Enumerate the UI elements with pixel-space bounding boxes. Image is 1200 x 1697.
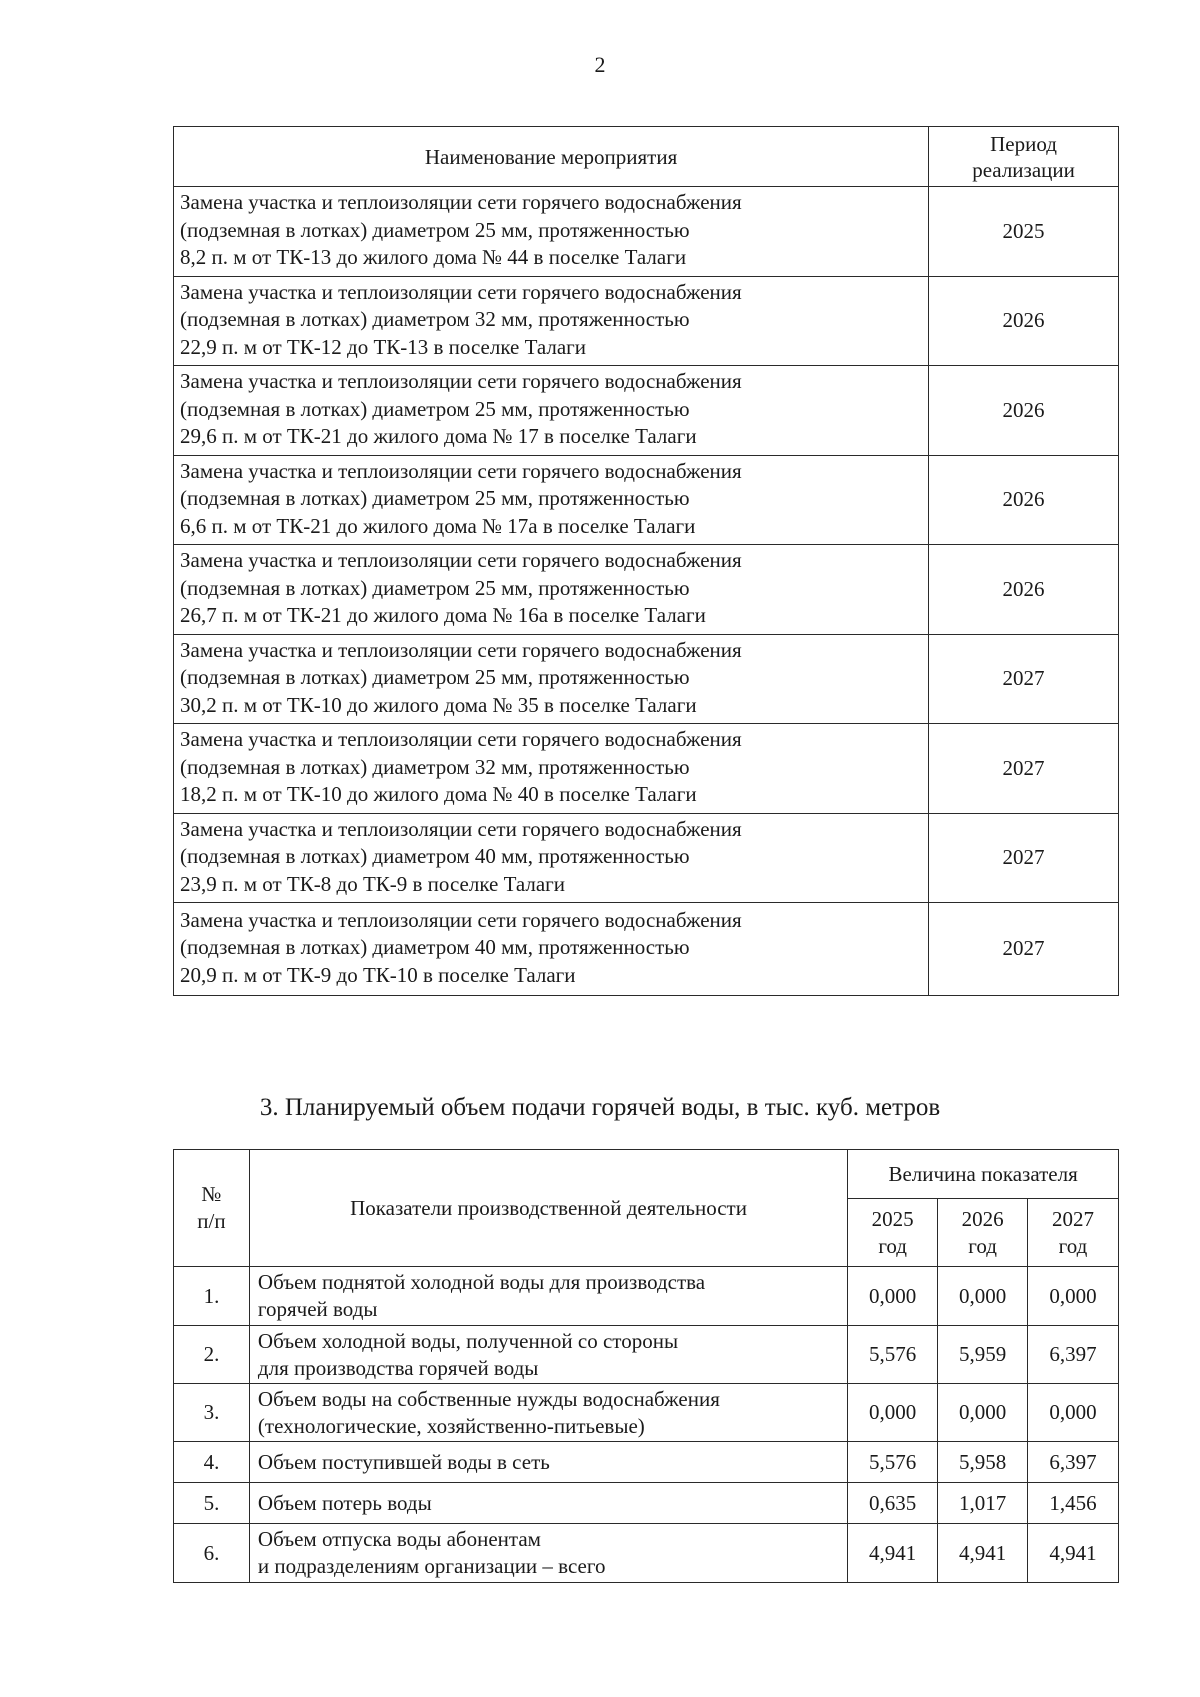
measures-header-row bbox=[174, 127, 1119, 187]
measure-row bbox=[174, 455, 1119, 545]
value-2025: 5,576 bbox=[848, 1442, 938, 1483]
row-number: 4. bbox=[174, 1442, 250, 1483]
value-2026: 5,958 bbox=[938, 1442, 1028, 1483]
measure-line: (подземная в лотках) диаметром 32 мм, протяженностью bbox=[180, 754, 690, 779]
indicator-name: Объем поступившей воды в сеть bbox=[249, 1442, 847, 1483]
indicator-name: Объем потерь воды bbox=[249, 1483, 847, 1524]
page-number: 2 bbox=[594, 52, 606, 77]
value-2025: 0,635 bbox=[848, 1483, 938, 1524]
measure-row bbox=[174, 187, 1119, 277]
measure-period: 2026 bbox=[929, 545, 1119, 635]
value-2027: 6,397 bbox=[1028, 1326, 1119, 1384]
year-label: 2027 bbox=[1052, 1206, 1095, 1231]
measure-line: Замена участка и теплоизоляции сети горячего водоснабжения bbox=[180, 458, 742, 483]
measure-row bbox=[174, 545, 1119, 635]
year-unit: год bbox=[1058, 1233, 1088, 1258]
row-number-header bbox=[174, 1150, 250, 1267]
value-2025: 0,000 bbox=[848, 1384, 938, 1442]
value-2027: 4,941 bbox=[1028, 1524, 1119, 1583]
indicator-name bbox=[249, 1524, 847, 1583]
value-2026: 5,959 bbox=[938, 1326, 1028, 1384]
indicator-line: горячей воды bbox=[257, 1297, 378, 1321]
indicator-line: Объем холодной воды, полученной со стороны bbox=[257, 1328, 679, 1353]
measure-period: 2027 bbox=[929, 813, 1119, 903]
row-number: 6. bbox=[174, 1524, 250, 1583]
measure-line: (подземная в лотках) диаметром 25 мм, протяженностью bbox=[180, 396, 690, 421]
value-2027: 6,397 bbox=[1028, 1442, 1119, 1483]
measure-name-header: Наименование мероприятия bbox=[174, 127, 929, 187]
measure-line: 23,9 п. м от ТК-8 до ТК-9 в поселке Талаги bbox=[180, 871, 566, 896]
indicator-name bbox=[249, 1326, 847, 1384]
measure-row bbox=[174, 634, 1119, 724]
year-unit: год bbox=[968, 1233, 997, 1258]
value-2027: 0,000 bbox=[1028, 1384, 1119, 1442]
indicator-line: и подразделениям организации – всего bbox=[257, 1554, 606, 1578]
period-header bbox=[929, 127, 1119, 187]
volume-header-row bbox=[174, 1150, 1119, 1199]
measure-row bbox=[174, 276, 1119, 366]
measure-line: Замена участка и теплоизоляции сети горячего водоснабжения bbox=[180, 907, 742, 932]
measure-period: 2026 bbox=[929, 455, 1119, 545]
row-number: 5. bbox=[174, 1483, 250, 1524]
measure-line: 6,6 п. м от ТК-21 до жилого дома № 17а в поселке Талаги bbox=[180, 513, 696, 538]
measure-line: 29,6 п. м от ТК-21 до жилого дома № 17 в поселке Талаги bbox=[180, 424, 697, 448]
measure-line: (подземная в лотках) диаметром 40 мм, протяженностью bbox=[180, 935, 690, 960]
measure-name bbox=[174, 724, 929, 814]
measure-line: (подземная в лотках) диаметром 32 мм, протяженностью bbox=[180, 307, 690, 331]
measure-line: (подземная в лотках) диаметром 25 мм, протяженностью bbox=[180, 665, 690, 689]
volume-row bbox=[174, 1524, 1119, 1583]
measure-period: 2026 bbox=[929, 276, 1119, 366]
measure-line: 20,9 п. м от ТК-9 до ТК-10 в поселке Талаги bbox=[180, 962, 576, 987]
measure-line: Замена участка и теплоизоляции сети горячего водоснабжения bbox=[180, 637, 742, 662]
year-label: 2026 bbox=[961, 1206, 1004, 1231]
measure-line: Замена участка и теплоизоляции сети горячего водоснабжения bbox=[180, 279, 742, 304]
indicator-line: Объем поднятой холодной воды для производства bbox=[257, 1270, 706, 1294]
row-number-header-line: п/п bbox=[197, 1209, 226, 1233]
volume-row bbox=[174, 1442, 1119, 1483]
measure-row bbox=[174, 724, 1119, 814]
measure-row bbox=[174, 903, 1119, 996]
period-header-line2: реализации bbox=[972, 157, 1075, 182]
measure-name bbox=[174, 455, 929, 545]
measures-table bbox=[173, 126, 1119, 996]
measure-line: 18,2 п. м от ТК-10 до жилого дома № 40 в поселке Талаги bbox=[180, 782, 697, 806]
measure-line: Замена участка и теплоизоляции сети горячего водоснабжения bbox=[180, 190, 742, 214]
value-2025: 5,576 bbox=[848, 1326, 938, 1384]
indicator-line: для производства горячей воды bbox=[257, 1355, 539, 1380]
year-label: 2025 bbox=[871, 1206, 914, 1231]
year-header bbox=[938, 1199, 1028, 1267]
measure-name bbox=[174, 903, 929, 996]
volume-row bbox=[174, 1326, 1119, 1384]
measure-line: Замена участка и теплоизоляции сети горячего водоснабжения bbox=[180, 727, 742, 751]
row-number: 3. bbox=[174, 1384, 250, 1442]
row-number: 2. bbox=[174, 1326, 250, 1384]
measure-line: 26,7 п. м от ТК-21 до жилого дома № 16а в поселке Талаги bbox=[180, 603, 706, 627]
indicator-name bbox=[249, 1267, 847, 1326]
measure-name bbox=[174, 545, 929, 635]
indicator-line: Объем воды на собственные нужды водоснабжения bbox=[257, 1386, 720, 1411]
volume-row bbox=[174, 1483, 1119, 1524]
measure-line: Замена участка и теплоизоляции сети горячего водоснабжения bbox=[180, 816, 742, 841]
indicator-line: Объем отпуска воды абонентам bbox=[257, 1527, 541, 1551]
hot-water-volume-table bbox=[173, 1149, 1119, 1583]
value-2027: 1,456 bbox=[1028, 1483, 1119, 1524]
measure-line: (подземная в лотках) диаметром 25 мм, протяженностью bbox=[180, 217, 690, 242]
volume-row bbox=[174, 1267, 1119, 1326]
measure-name bbox=[174, 634, 929, 724]
value-2025: 4,941 bbox=[848, 1524, 938, 1583]
measure-row bbox=[174, 366, 1119, 456]
value-2026: 4,941 bbox=[938, 1524, 1028, 1583]
value-2026: 0,000 bbox=[938, 1267, 1028, 1326]
measure-name bbox=[174, 366, 929, 456]
measure-line: (подземная в лотках) диаметром 25 мм, протяженностью bbox=[180, 486, 690, 510]
year-header bbox=[1028, 1199, 1119, 1267]
measure-line: Замена участка и теплоизоляции сети горячего водоснабжения bbox=[180, 369, 742, 393]
measure-period: 2027 bbox=[929, 724, 1119, 814]
year-unit: год bbox=[878, 1233, 907, 1258]
measure-line: Замена участка и теплоизоляции сети горячего водоснабжения bbox=[180, 548, 742, 572]
measure-row bbox=[174, 813, 1119, 903]
measure-line: 8,2 п. м от ТК-13 до жилого дома № 44 в поселке Талаги bbox=[180, 245, 687, 269]
year-header bbox=[848, 1199, 938, 1267]
measure-period: 2025 bbox=[929, 187, 1119, 277]
indicator-header: Показатели производственной деятельности bbox=[249, 1150, 847, 1267]
measure-period: 2027 bbox=[929, 634, 1119, 724]
row-number-header-line: № bbox=[201, 1182, 222, 1206]
volume-row bbox=[174, 1384, 1119, 1442]
value-group-header: Величина показателя bbox=[848, 1150, 1119, 1199]
value-2025: 0,000 bbox=[848, 1267, 938, 1326]
measure-name bbox=[174, 276, 929, 366]
indicator-line: (технологические, хозяйственно-питьевые) bbox=[257, 1413, 645, 1438]
measure-name bbox=[174, 813, 929, 903]
indicator-name bbox=[249, 1384, 847, 1442]
section-title: 3. Планируемый объем подачи горячей воды, в тыс. куб. метров bbox=[259, 1094, 941, 1121]
row-number: 1. bbox=[174, 1267, 250, 1326]
value-2027: 0,000 bbox=[1028, 1267, 1119, 1326]
value-2026: 1,017 bbox=[938, 1483, 1028, 1524]
period-header-line1: Период bbox=[990, 131, 1057, 156]
measure-line: 30,2 п. м от ТК-10 до жилого дома № 35 в поселке Талаги bbox=[180, 692, 697, 717]
measure-line: (подземная в лотках) диаметром 25 мм, протяженностью bbox=[180, 575, 690, 600]
measure-period: 2026 bbox=[929, 366, 1119, 456]
measure-line: 22,9 п. м от ТК-12 до ТК-13 в поселке Талаги bbox=[180, 334, 587, 359]
measure-line: (подземная в лотках) диаметром 40 мм, протяженностью bbox=[180, 844, 690, 868]
value-2026: 0,000 bbox=[938, 1384, 1028, 1442]
measure-name bbox=[174, 187, 929, 277]
measure-period: 2027 bbox=[929, 903, 1119, 996]
